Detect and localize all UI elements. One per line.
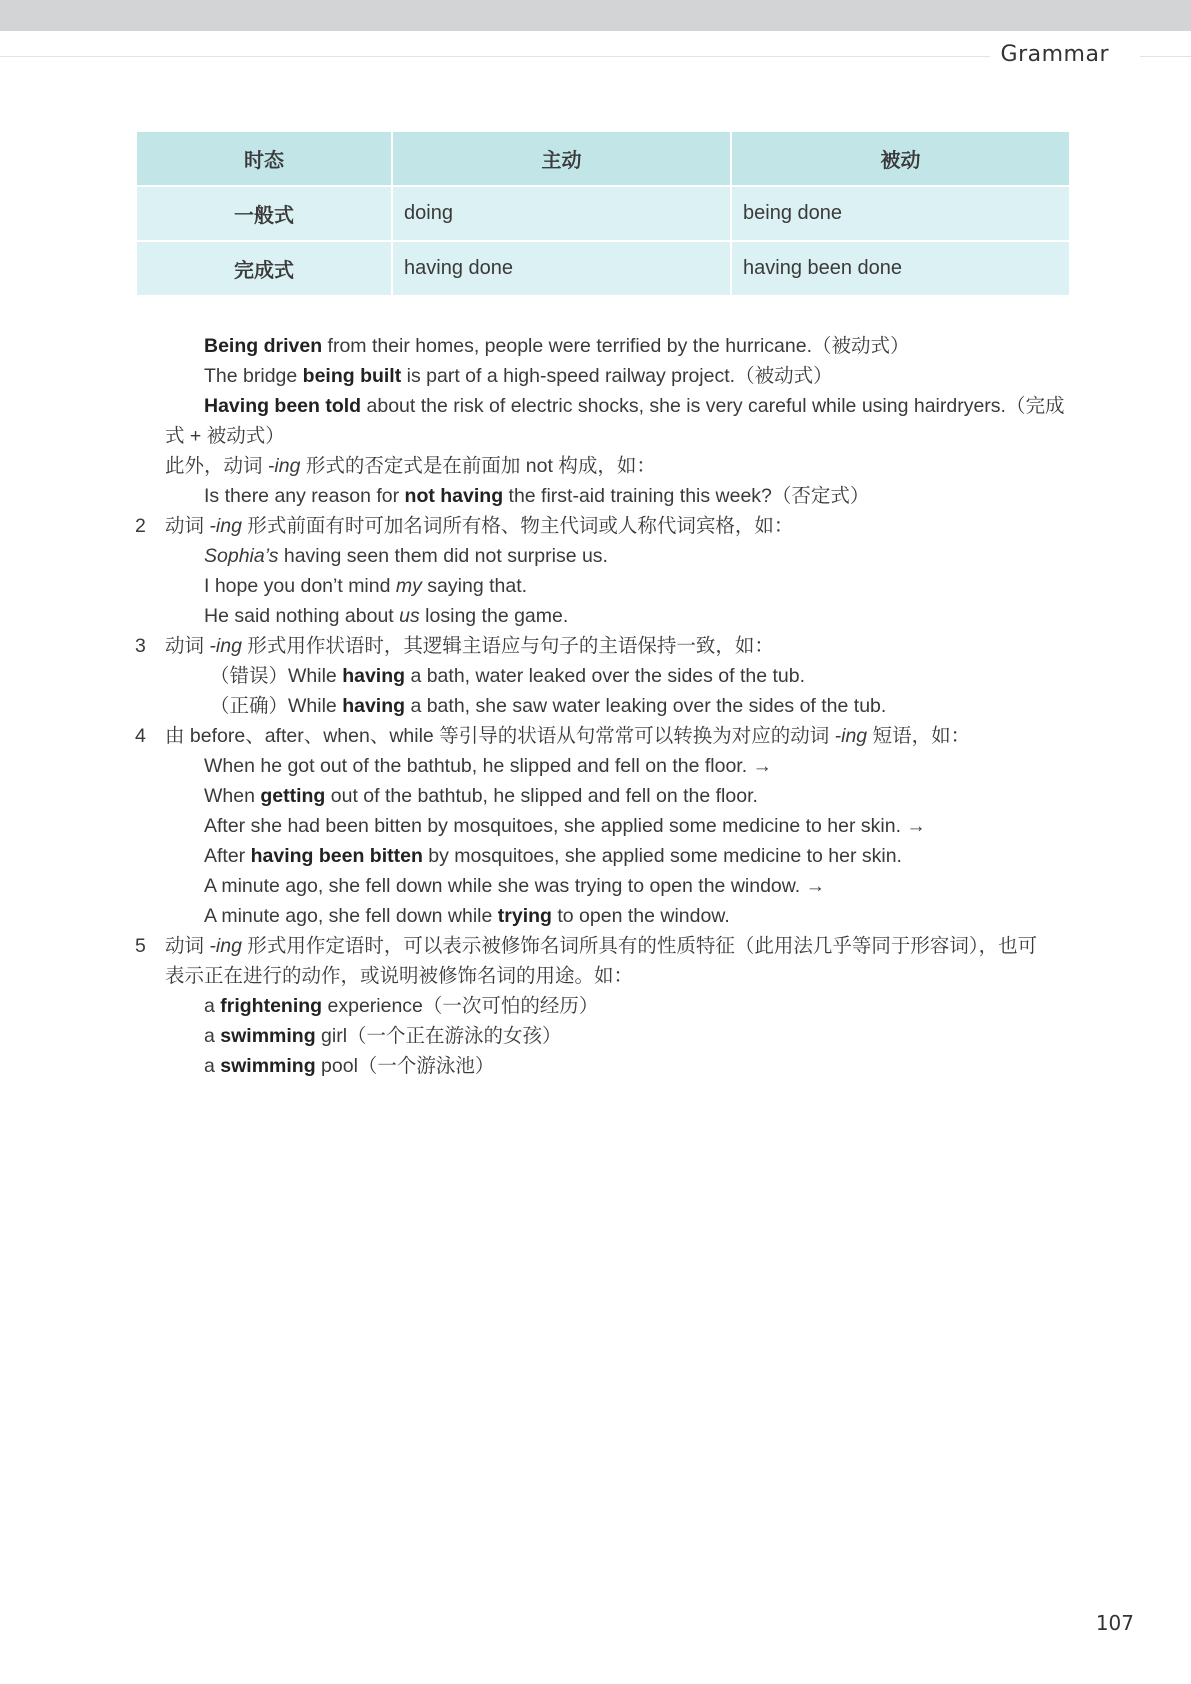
header-passive: 被动 <box>731 131 1070 186</box>
header-active: 主动 <box>392 131 731 186</box>
rule-item: 2 动词 -ing 形式前面有时可加名词所有格、物主代词或人称代词宾格，如： <box>135 511 1075 541</box>
example-phrase: a swimming girl（一个正在游泳的女孩） <box>204 1025 562 1047</box>
example-sentence: A minute ago, she fell down while she was trying to open the window. → <box>204 875 826 897</box>
example-sentence: Having been told about the risk of electric shocks, she is very careful while using hairdryers.（完成 <box>204 395 1065 417</box>
section-title: Grammar <box>995 42 1115 67</box>
example-sentence: After she had been bitten by mosquitoes, she applied some medicine to her skin. → <box>204 815 926 837</box>
row-tense: 一般式 <box>136 186 392 241</box>
grammar-notes <box>135 331 1075 1081</box>
rule-text: 此外，动词 -ing 形式的否定式是在前面加 not 构成，如： <box>165 455 656 477</box>
item-number: 3 <box>135 635 146 657</box>
header-rule <box>0 56 990 57</box>
top-band <box>0 0 1191 31</box>
example-sentence: （正确）While having a bath, she saw water leaking over the sides of the tub. <box>210 695 887 717</box>
row-tense: 完成式 <box>136 241 392 296</box>
example-sentence: Is there any reason for not having the first-aid training this week?（否定式） <box>204 485 870 507</box>
example-sentence: When getting out of the bathtub, he slipped and fell on the floor. <box>204 785 758 807</box>
row-active: having done <box>392 241 731 296</box>
header-rule <box>1140 56 1191 57</box>
rule-item: 5 动词 -ing 形式用作定语时，可以表示被修饰名词所具有的性质特征（此用法几乎等同于形容词），也可 <box>135 931 1075 961</box>
example-sentence: When he got out of the bathtub, he slipped and fell on the floor. → <box>204 755 773 777</box>
example-sentence: He said nothing about us losing the game. <box>204 605 569 627</box>
rule-item-continued: 表示正在进行的动作，或说明被修饰名词的用途。如： <box>165 965 634 987</box>
example-phrase: a frightening experience（一次可怕的经历） <box>204 995 599 1017</box>
tense-table <box>135 130 1071 297</box>
header-tense: 时态 <box>136 131 392 186</box>
table-header-row <box>136 131 1070 186</box>
page-number: 107 <box>1095 1611 1134 1635</box>
example-sentence: Sophia’s having seen them did not surprise us. <box>204 545 608 567</box>
item-number: 2 <box>135 515 146 537</box>
item-number: 4 <box>135 725 146 747</box>
example-sentence-continued: 式 + 被动式） <box>165 425 285 447</box>
example-sentence: The bridge being built is part of a high-speed railway project.（被动式） <box>204 365 833 387</box>
example-sentence: After having been bitten by mosquitoes, she applied some medicine to her skin. <box>204 845 902 867</box>
row-passive: having been done <box>731 241 1070 296</box>
example-sentence: A minute ago, she fell down while trying to open the window. <box>204 905 730 927</box>
table-row <box>136 186 1070 241</box>
row-passive: being done <box>731 186 1070 241</box>
table-row <box>136 241 1070 296</box>
example-sentence: Being driven from their homes, people were terrified by the hurricane.（被动式） <box>204 335 910 357</box>
example-sentence: I hope you don’t mind my saying that. <box>204 575 528 597</box>
example-phrase: a swimming pool（一个游泳池） <box>204 1055 495 1077</box>
row-active: doing <box>392 186 731 241</box>
example-sentence: （错误）While having a bath, water leaked over the sides of the tub. <box>210 665 806 687</box>
rule-item: 4 由 before、after、when、while 等引导的状语从句常常可以转换为对应的动词 -ing 短语，如： <box>135 721 1075 751</box>
rule-item: 3 动词 -ing 形式用作状语时，其逻辑主语应与句子的主语保持一致，如： <box>135 631 1075 661</box>
item-number: 5 <box>135 935 146 957</box>
